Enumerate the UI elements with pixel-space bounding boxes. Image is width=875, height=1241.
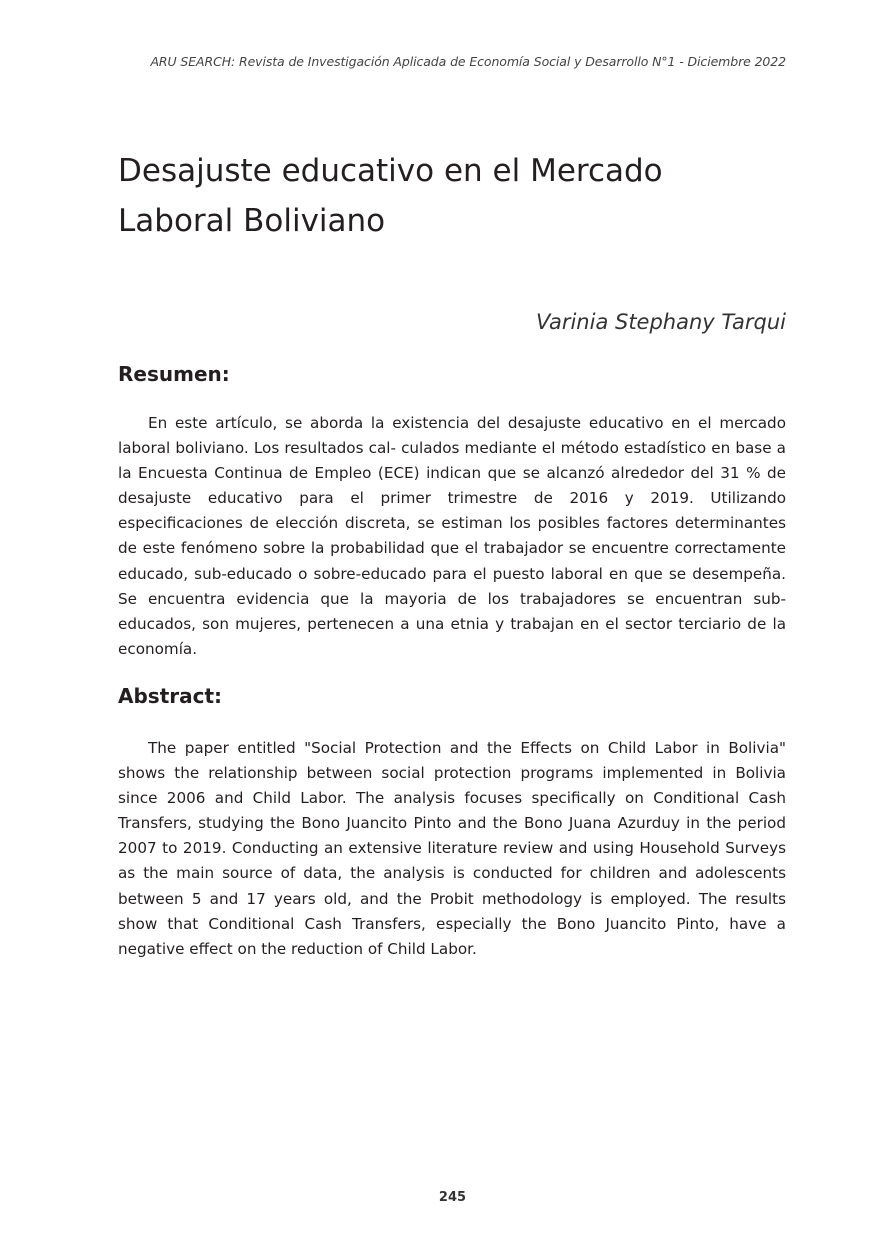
article-title: Desajuste educativo en el Mercado Laboral Boliviano [118,153,663,239]
resumen-heading: Resumen: [118,362,230,386]
abstract-paragraph: The paper entitled "Social Protection and the Effects on Child Labor in Bolivia" shows the relationship between social protection programs implemented in Bolivia since 2006 and Child Labor. The analysis focuses specifically on Conditional Cash Transfers, studying the Bono Juancito Pinto and the Bono Juana Azurduy in the period 2007 to 2019. Conducting an extensive literature review and using Household Surveys as the main source of data, the analysis is conducted for children and adolescents between 5 and 17 years old, and the Probit methodology is employed. The results show that Conditional Cash Transfers, especially the Bono Juancito Pinto, have a negative effect on the reduction of Child Labor. [118,739,786,958]
page-number: 245 [438,1190,467,1205]
running-header: ARU SEARCH: Revista de Investigación Aplicada de Economía Social y Desarrollo N°1 - Diciembre 2022 [150,54,786,69]
resumen-paragraph: En este artículo, se aborda la existencia del desajuste educativo en el mercado laboral boliviano. Los resultados cal- culados mediante el método estadístico en base a la Encuesta Continua de Empleo (ECE) indican que se alcanzó alrededor del 31 % de desajuste educativo para el primer trimestre de 2016 y 2019. Utilizando especificaciones de elección discreta, se estiman los posibles factores determinantes de este fenómeno sobre la probabilidad que el trabajador se encuentre correctamente educado, sub-educado o sobre-educado para el puesto laboral en que se desempeña. Se encuentra evidencia que la mayoria de los trabajadores se encuentran sub-educados, son mujeres, pertenecen a una etnia y trabajan en el sector terciario de la economía. [118,414,786,658]
author-name: Varinia Stephany Tarqui [535,310,786,334]
abstract-heading: Abstract: [118,684,223,708]
